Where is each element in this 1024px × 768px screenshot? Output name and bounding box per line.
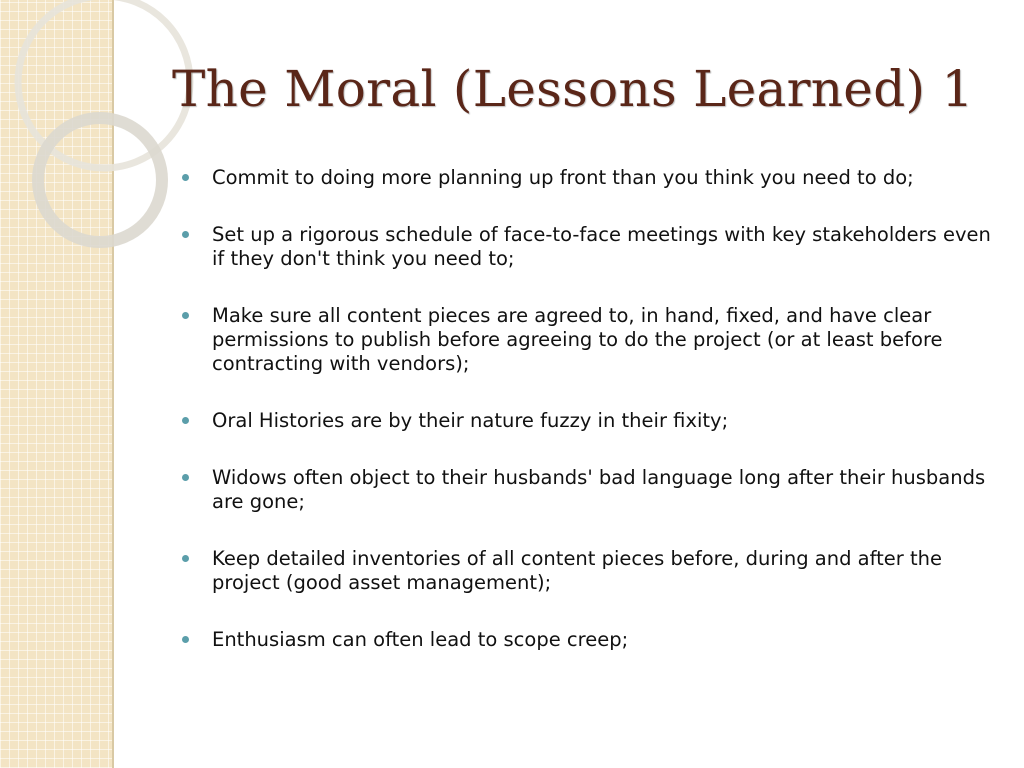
bullet-dot-icon	[182, 555, 189, 562]
bullet-text: Commit to doing more planning up front than you think you need to do;	[212, 166, 914, 189]
bullet-item	[182, 628, 992, 652]
bullet-item	[182, 166, 992, 190]
bullet-item	[182, 409, 992, 433]
slide-title: The Moral (Lessons Learned) 1	[172, 60, 974, 118]
bullet-text: Keep detailed inventories of all content pieces before, during and after the project (good asset management);	[212, 547, 942, 594]
bullet-dot-icon	[182, 174, 189, 181]
bullet-dot-icon	[182, 231, 189, 238]
bullet-text: Make sure all content pieces are agreed to, in hand, fixed, and have clear permissions to publish before agreeing to do the project (or at least before contracting with vendors);	[212, 304, 943, 375]
bullet-text: Set up a rigorous schedule of face-to-face meetings with key stakeholders even if they don't think you need to;	[212, 223, 991, 270]
bullet-item	[182, 466, 992, 514]
bullet-text: Enthusiasm can often lead to scope creep;	[212, 628, 629, 651]
bullet-item	[182, 547, 992, 595]
bullet-text: Widows often object to their husbands' bad language long after their husbands are gone;	[212, 466, 986, 513]
bullet-dot-icon	[182, 474, 189, 481]
bullet-list	[182, 166, 992, 685]
bullet-dot-icon	[182, 312, 189, 319]
bullet-dot-icon	[182, 636, 189, 643]
bullet-dot-icon	[182, 417, 189, 424]
bullet-text: Oral Histories are by their nature fuzzy in their fixity;	[212, 409, 729, 432]
ring-decoration-icon	[0, 0, 200, 260]
ring-lower-icon	[38, 118, 162, 242]
bullet-item	[182, 304, 992, 376]
bullet-item	[182, 223, 992, 271]
